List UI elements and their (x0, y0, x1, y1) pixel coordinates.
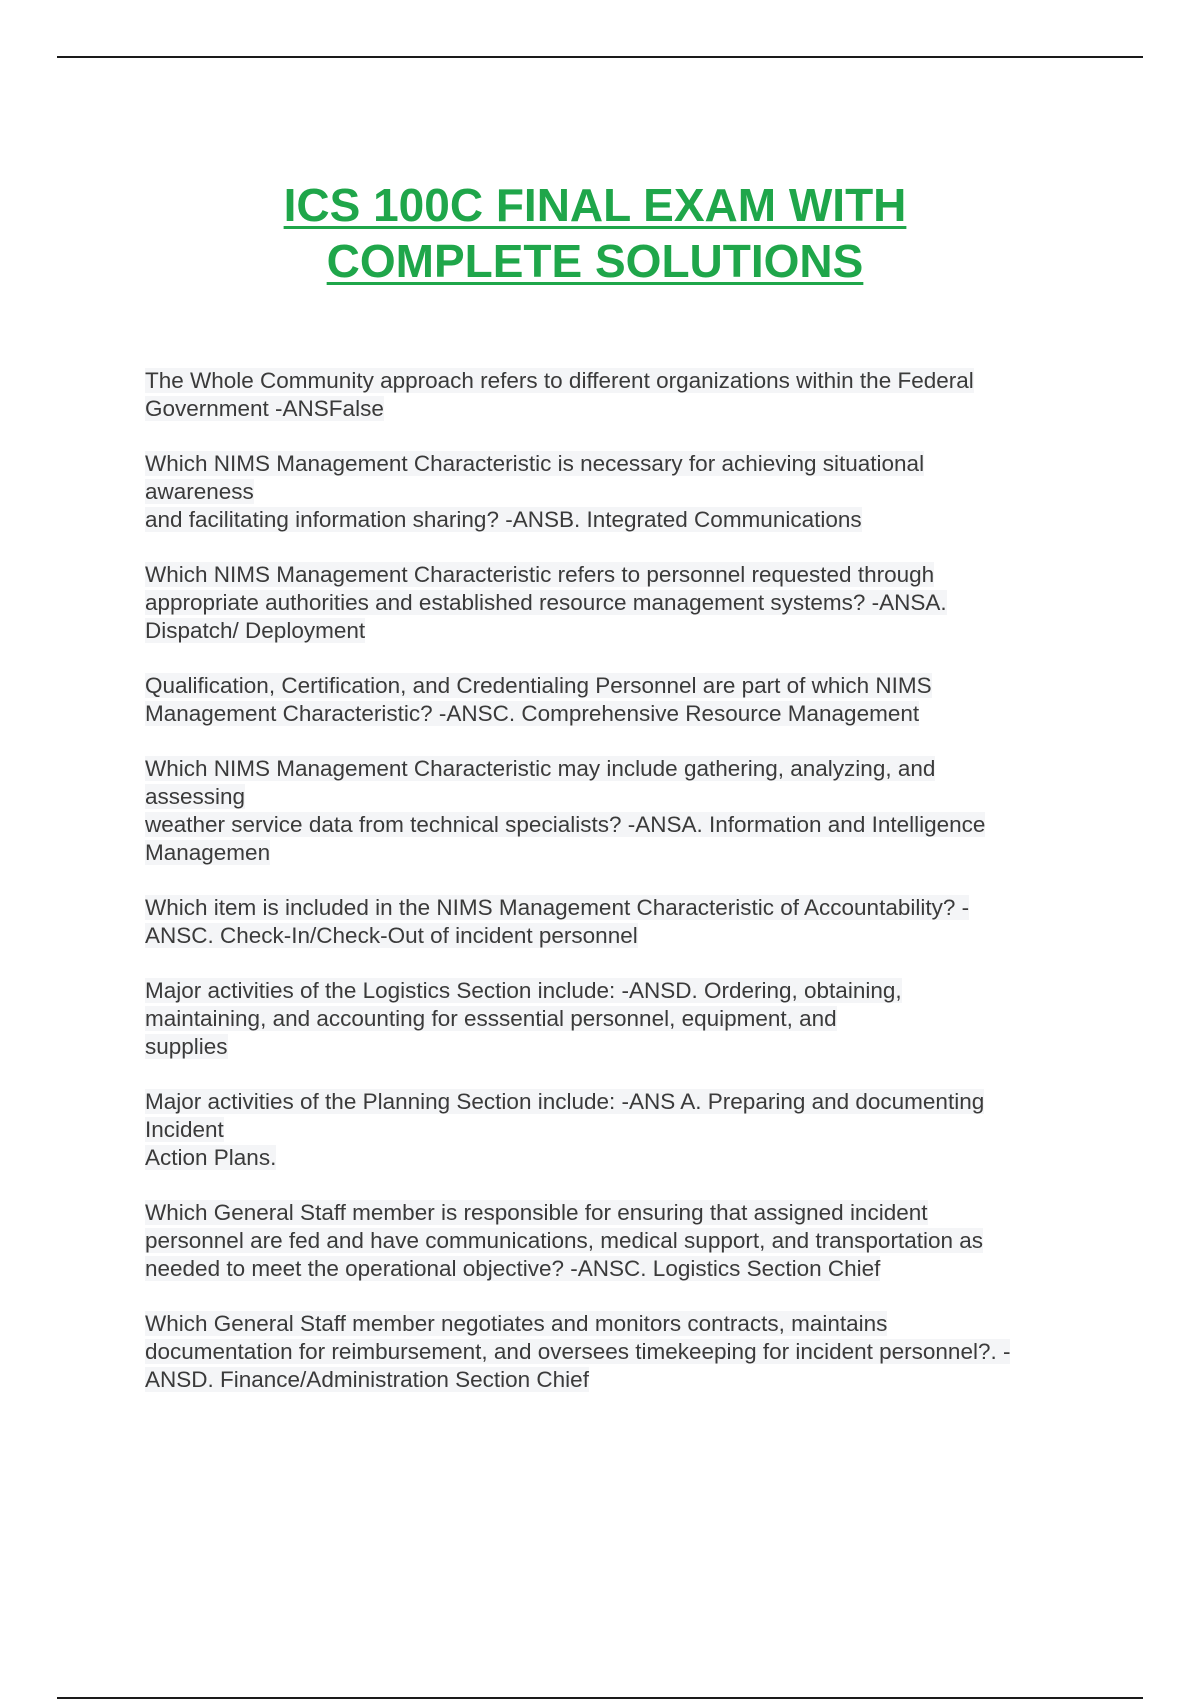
qa-line (145, 1033, 1095, 1061)
qa-line-text: Which NIMS Management Characteristic refers to personnel requested through (145, 562, 935, 587)
qa-line (145, 1227, 1095, 1255)
qa-item (145, 1310, 1095, 1394)
qa-line-text: Managemen (145, 840, 271, 865)
qa-line (145, 1088, 1095, 1116)
qa-line-text: maintaining, and accounting for esssential personnel, equipment, and (145, 1006, 837, 1031)
qa-line-text: personnel are fed and have communications, medical support, and transportation as (145, 1228, 983, 1253)
qa-list (145, 367, 1095, 1421)
qa-line-text: needed to meet the operational objective? -ANSC. Logistics Section Chief (145, 1256, 881, 1281)
title-line-2: COMPLETE SOLUTIONS (326, 234, 864, 287)
qa-item (145, 561, 1095, 645)
qa-line-text: ANSC. Check-In/Check-Out of incident personnel (145, 923, 638, 948)
qa-line-text: Which item is included in the NIMS Management Characteristic of Accountability? - (145, 895, 970, 920)
qa-line-text: awareness (145, 479, 254, 504)
qa-line-text: Which NIMS Management Characteristic may include gathering, analyzing, and (145, 756, 936, 781)
qa-line (145, 506, 1095, 534)
qa-line (145, 700, 1095, 728)
qa-line-text: assessing (145, 784, 246, 809)
qa-line (145, 1005, 1095, 1033)
qa-item (145, 977, 1095, 1061)
qa-line (145, 1255, 1095, 1283)
qa-line-text: appropriate authorities and established resource management systems? -ANSA. (145, 590, 947, 615)
page-title (0, 177, 1190, 289)
qa-line (145, 922, 1095, 950)
qa-item (145, 672, 1095, 728)
qa-line (145, 561, 1095, 589)
qa-line-text: Government -ANSFalse (145, 396, 384, 421)
qa-item (145, 1199, 1095, 1283)
qa-line-text: Incident (145, 1117, 224, 1142)
qa-line (145, 478, 1095, 506)
qa-line (145, 367, 1095, 395)
qa-line-text: supplies (145, 1034, 228, 1059)
bottom-rule (57, 1697, 1143, 1699)
qa-line (145, 1144, 1095, 1172)
qa-item (145, 1088, 1095, 1172)
qa-line (145, 894, 1095, 922)
qa-line-text: Which General Staff member is responsible for ensuring that assigned incident (145, 1200, 928, 1225)
qa-item (145, 450, 1095, 534)
qa-line (145, 977, 1095, 1005)
qa-line (145, 811, 1095, 839)
qa-line-text: Action Plans. (145, 1145, 277, 1170)
qa-line-text: Management Characteristic? -ANSC. Comprehensive Resource Management (145, 701, 920, 726)
qa-line (145, 783, 1095, 811)
qa-line (145, 1199, 1095, 1227)
qa-line (145, 1338, 1095, 1366)
qa-line (145, 1116, 1095, 1144)
title-line-1: ICS 100C FINAL EXAM WITH (283, 178, 907, 231)
qa-line (145, 589, 1095, 617)
qa-line (145, 617, 1095, 645)
qa-line-text: weather service data from technical specialists? -ANSA. Information and Intelligence (145, 812, 986, 837)
qa-line (145, 672, 1095, 700)
qa-line-text: Dispatch/ Deployment (145, 618, 366, 643)
qa-line (145, 839, 1095, 867)
qa-item (145, 755, 1095, 867)
qa-line-text: The Whole Community approach refers to different organizations within the Federal (145, 368, 974, 393)
qa-item (145, 367, 1095, 423)
qa-line-text: Major activities of the Logistics Section include: -ANSD. Ordering, obtaining, (145, 978, 902, 1003)
qa-line (145, 450, 1095, 478)
qa-line-text: Major activities of the Planning Section include: -ANS A. Preparing and documenting (145, 1089, 985, 1114)
qa-line (145, 395, 1095, 423)
qa-line (145, 1366, 1095, 1394)
qa-line-text: documentation for reimbursement, and oversees timekeeping for incident personnel?. - (145, 1339, 1011, 1364)
qa-line-text: Qualification, Certification, and Credentialing Personnel are part of which NIMS (145, 673, 932, 698)
qa-line-text: and facilitating information sharing? -ANSB. Integrated Communications (145, 507, 862, 532)
qa-line-text: ANSD. Finance/Administration Section Chief (145, 1367, 589, 1392)
qa-line (145, 755, 1095, 783)
qa-line-text: Which General Staff member negotiates and monitors contracts, maintains (145, 1311, 888, 1336)
qa-item (145, 894, 1095, 950)
qa-line-text: Which NIMS Management Characteristic is necessary for achieving situational (145, 451, 925, 476)
top-rule (57, 56, 1143, 58)
qa-line (145, 1310, 1095, 1338)
